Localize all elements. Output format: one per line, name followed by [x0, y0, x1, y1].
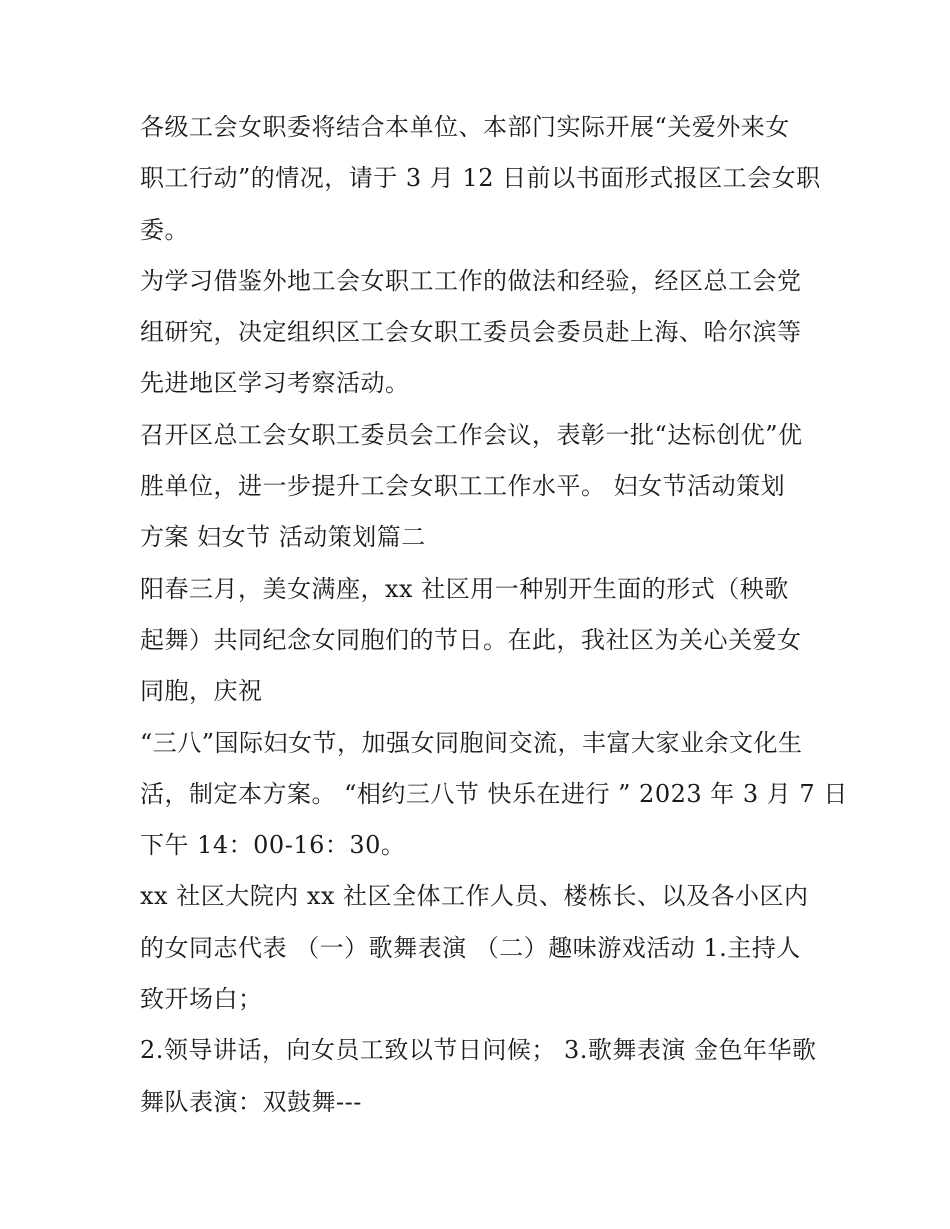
text-line: 同胞，庆祝	[140, 677, 263, 706]
text-line: xx 社区大院内 xx 社区全体工作人员、楼栋长、以及各小区内	[140, 882, 809, 911]
text-line: 方案 妇女节 活动策划篇二	[140, 523, 426, 552]
text-line: 胜单位，进一步提升工会女职工工作水平。 妇女节活动策划	[140, 472, 786, 501]
text-line: 先进地区学习考察活动。	[140, 369, 410, 398]
text-line: 召开区总工会女职工委员会工作会议，表彰一批“达标创优”优	[140, 420, 803, 449]
text-line: 2.领导讲话，向女员工致以节日问候； 3.歌舞表演 金色年华歌	[140, 1036, 817, 1065]
document-body	[140, 102, 848, 1128]
text-line: 致开场白；	[140, 985, 263, 1014]
text-line: “三八”国际妇女节，加强女同胞间交流，丰富大家业余文化生	[140, 728, 803, 757]
text-line: 舞队表演：双鼓舞---	[140, 1087, 362, 1116]
text-line: 委。	[140, 215, 189, 244]
text-line: 的女同志代表 （一）歌舞表演 （二）趣味游戏活动 1.主持人	[140, 933, 801, 962]
text-line: 各级工会女职委将结合本单位、本部门实际开展“关爱外来女	[140, 113, 790, 141]
text-line: 职工行动”的情况，请于 3 月 12 日前以书面形式报区工会女职	[140, 164, 821, 193]
text-line: 阳春三月，美女满座，xx 社区用一种别开生面的形式（秧歌	[140, 574, 789, 603]
text-line: 下午 14：00-16：30。	[140, 831, 406, 860]
text-line: 起舞）共同纪念女同胞们的节日。在此，我社区为关心关爱女	[140, 625, 802, 654]
text-line: 组研究，决定组织区工会女职工委员会委员赴上海、哈尔滨等	[140, 318, 802, 347]
text-line: 为学习借鉴外地工会女职工工作的做法和经验，经区总工会党	[140, 266, 802, 295]
text-line: 活，制定本方案。 “相约三八节 快乐在进行 ” 2023 年 3 月 7 日	[140, 779, 848, 808]
